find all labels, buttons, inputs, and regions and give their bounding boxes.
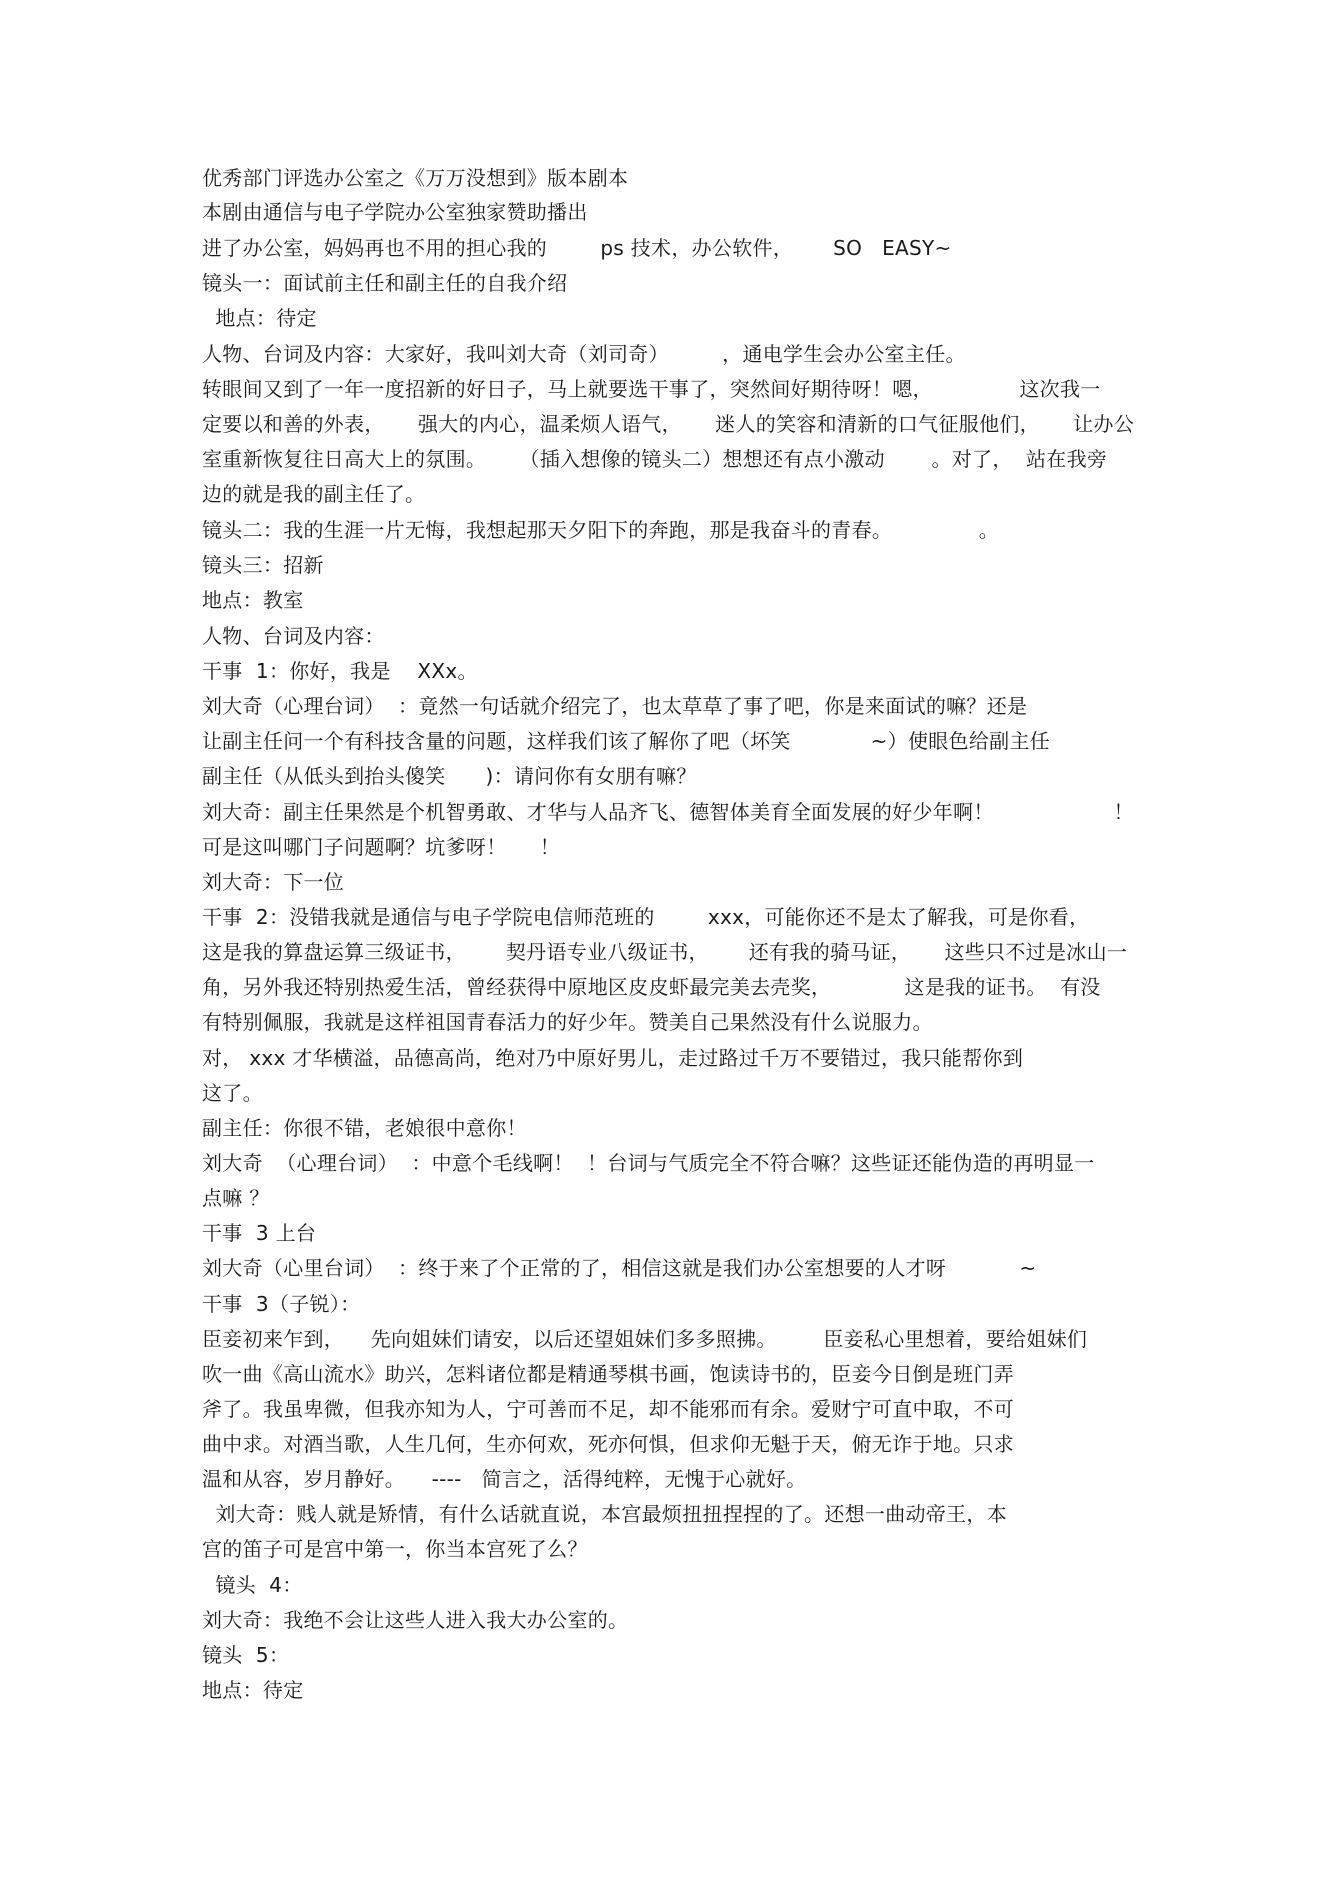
text-line: 刘大奇 （心理台词） ：中意个毛线啊！ ！台词与气质完全不符合嘛？这些证还能伪造的再明显一 [202,1151,1095,1175]
text-line: 地点：待定 [202,1678,304,1702]
scene-five-heading: 镜头 5： [202,1643,290,1667]
text-line: 曲中求。对酒当歌，人生几何，生亦何欢，死亦何惧，但求仰无魁于天，俯无诈于地。只求 [202,1432,1014,1456]
text-line: 地点：教室 [202,588,304,612]
text-line: 刘大奇：下一位 [202,870,345,894]
scene-one-heading: 镜头一：面试前主任和副主任的自我介绍 [202,271,568,295]
text-line: 让副主任问一个有科技含量的问题，这样我们该了解你了吧（坏笑 ~）使眼色给副主任 [202,729,1051,753]
text-line: 人物、台词及内容： [202,624,385,648]
text-line: 副主任（从低头到抬头傻笑 )：请问你有女朋有嘛？ [202,764,697,788]
intro-line: 进了办公室，妈妈再也不用的担心我的 ps 技术，办公软件， SO EASY~ [202,236,952,260]
text-line: 刘大奇：贱人就是矫情，有什么话就直说，本宫最烦扭扭捏捏的了。还想一曲动帝王，本 [202,1502,1008,1526]
text-line: 地点：待定 [202,306,317,330]
text-line: 刘大奇（心里台词） ：终于来了个正常的了，相信这就是我们办公室想要的人才呀 ~ [202,1256,1037,1280]
text-line: 吹一曲《高山流水》助兴，怎料诸位都是精通琴棋书画，饱读诗书的，臣妾今日倒是班门弄 [202,1362,1014,1386]
text-line: 点嘛 ？ [202,1186,270,1210]
text-line: 臣妾初来乍到， 先向姐妹们请安，以后还望姐妹们多多照拂。 臣妾私心里想着，要给姐妹们 [202,1327,1088,1351]
text-line: 室重新恢复往日高大上的氛围。 （插入想像的镜头二）想想还有点小激动 。对了， 站在我旁 [202,447,1108,471]
scene-four-heading: 镜头 4： [202,1573,303,1597]
text-line: 有特别佩服，我就是这样祖国青春活力的好少年。赞美自己果然没有什么说服力。 [202,1010,933,1034]
text-line: 刘大奇：副主任果然是个机智勇敢、才华与人品齐飞、德智体美育全面发展的好少年啊！ ！ [202,800,1134,824]
text-line: 斧了。我虽卑微，但我亦知为人，宁可善而不足，却不能邪而有余。爱财宁可直中取，不可 [202,1397,1014,1421]
text-line: 定要以和善的外表， 强大的内心，温柔烦人语气， 迷人的笑容和清新的口气征服他们， 让办公 [202,412,1135,436]
scene-three-heading: 镜头三：招新 [202,553,324,577]
text-line: 温和从容，岁月静好。 ---- 简言之，活得纯粹，无愧于心就好。 [202,1467,807,1491]
script-title: 优秀部门评选办公室之《万万没想到》版本剧本 [202,166,629,190]
text-line: 对， xxx 才华横溢，品德高尚，绝对乃中原好男儿，走过路过千万不要错过，我只能帮你到 [202,1046,1024,1070]
text-line: 这了。 [202,1081,263,1105]
text-line: 干事 3 上台 [202,1221,317,1245]
text-line: 刘大奇（心理台词） ：竟然一句话就介绍完了，也太草草了事了吧，你是来面试的嘛？还是 [202,694,1028,718]
scene-two-heading: 镜头二：我的生涯一片无悔，我想起那天夕阳下的奔跑，那是我奋斗的青春。 。 [202,518,1000,542]
text-line: 可是这叫哪门子问题啊？坑爹呀！ ！ [202,835,561,859]
text-line: 宫的笛子可是宫中第一，你当本宫死了么？ [202,1537,588,1561]
text-line: 干事 1：你好，我是 XXx。 [202,659,478,683]
text-line: 边的就是我的副主任了。 [202,482,426,506]
text-line: 转眼间又到了一年一度招新的好日子，马上就要选干事了，突然间好期待呀！嗯， 这次我一 [202,377,1101,401]
text-line: 这是我的算盘运算三级证书， 契丹语专业八级证书， 还有我的骑马证， 这些只不过是冰山一 [202,940,1128,964]
text-line: 角，另外我还特别热爱生活，曾经获得中原地区皮皮虾最完美去壳奖， 这是我的证书。 有没 [202,975,1101,999]
text-line: 刘大奇：我绝不会让这些人进入我大办公室的。 [202,1608,629,1632]
text-line: 副主任：你很不错，老娘很中意你！ [202,1116,527,1140]
text-line: 干事 2：没错我就是通信与电子学院电信师范班的 xxx，可能你还不是太了解我，可是你看， [202,905,1090,929]
sponsor-line: 本剧由通信与电子学院办公室独家赞助播出 [202,200,588,224]
text-line: 干事 3（子锐）： [202,1292,361,1316]
text-line: 人物、台词及内容：大家好，我叫刘大奇（刘司奇） ，通电学生会办公室主任。 [202,342,966,366]
